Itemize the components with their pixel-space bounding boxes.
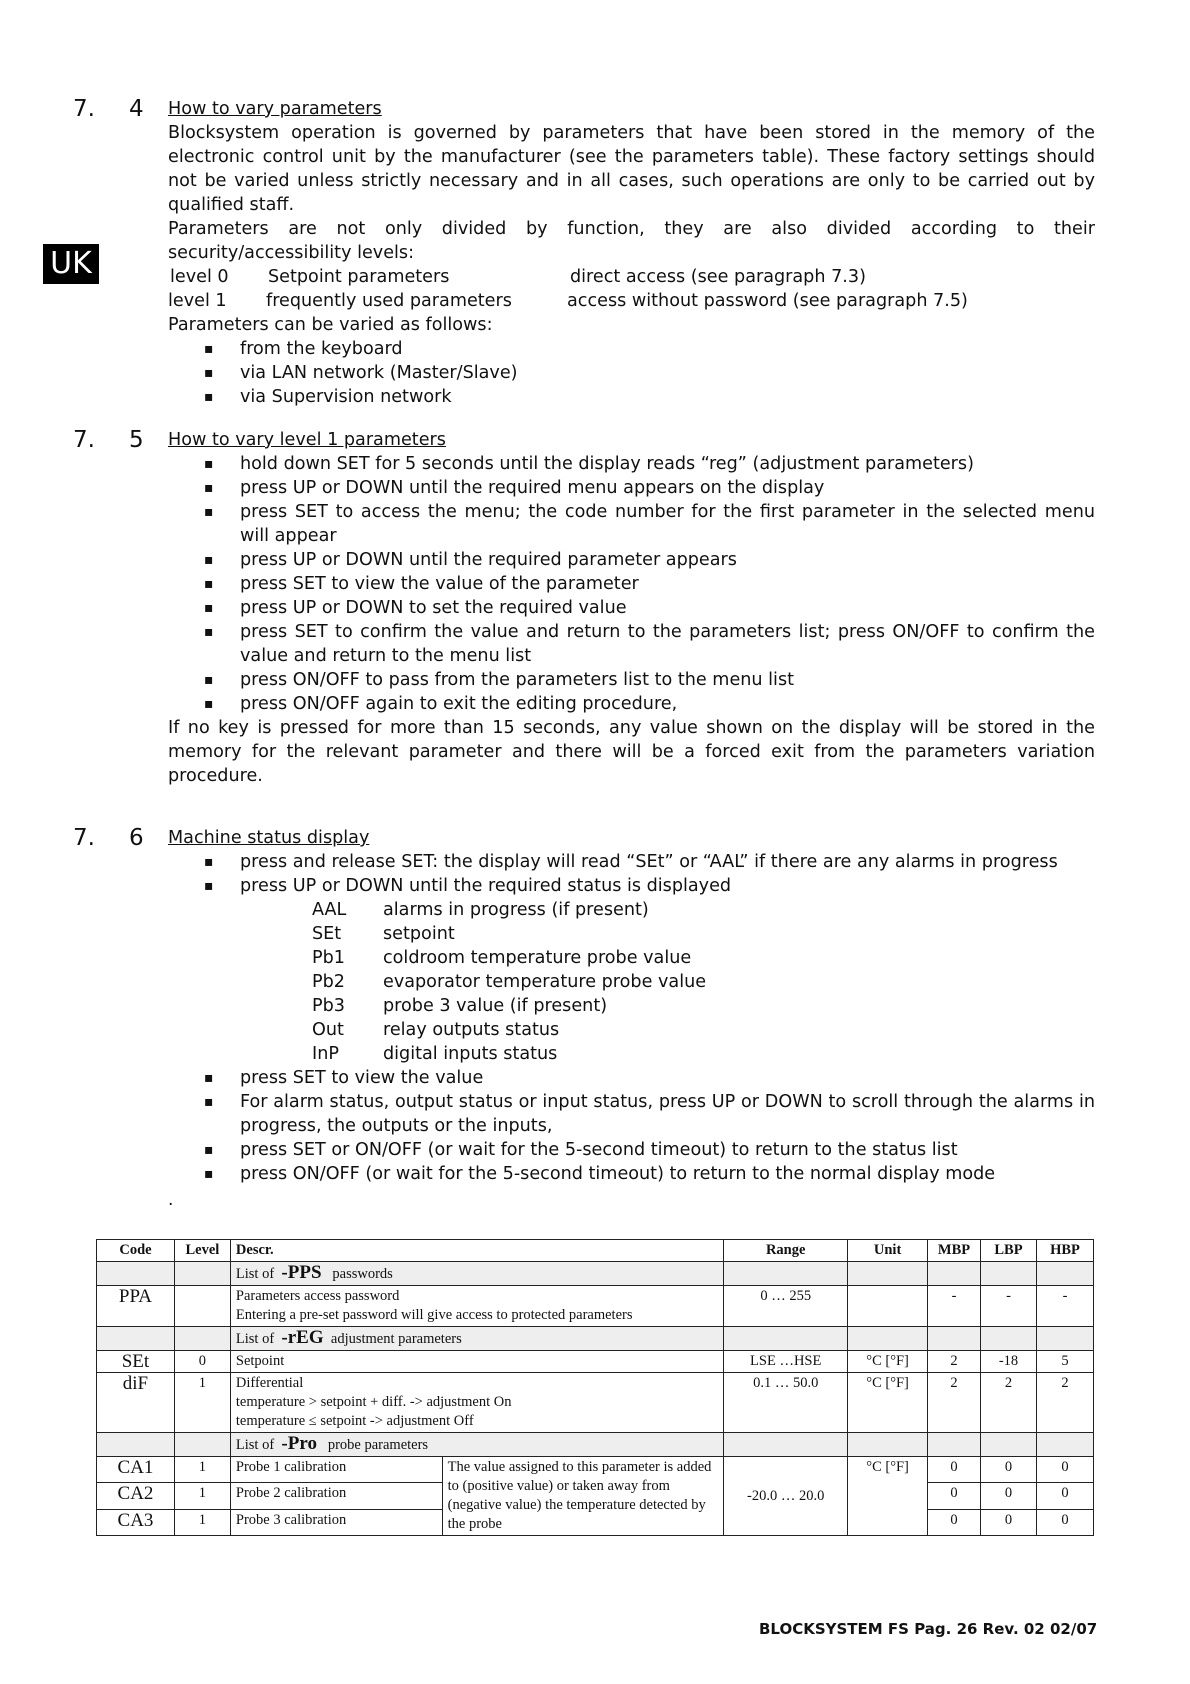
group-code: -Pro [281,1433,317,1454]
table-row [97,1286,1094,1327]
param-code: CA3 [97,1509,175,1535]
list-prefix: List of [235,1437,275,1453]
table-group-row [97,1327,1094,1351]
descr-line: Differential [235,1375,304,1391]
param-level: 0 [174,1351,230,1373]
level-label: level 0 [170,267,229,287]
section-7-6 [168,826,1095,1186]
paragraph: Blocksystem operation is governed by parameters that have been stored in the memory of the electronic control unit by the manufacturer (see the parameters table). These factory settings should not be varied unless strictly necessary and in all cases, such operations are only to be carried out by qualified staff. [168,123,1095,215]
header-mbp: MBP [928,1240,981,1262]
list-item: ▪ press ON/OFF again to exit the editing procedure, [168,692,1095,716]
section-7-4 [168,97,1095,409]
section-title: How to vary level 1 parameters [168,430,446,450]
level-access: access without password (see paragraph 7.5) [567,291,968,311]
param-descr [230,1373,723,1433]
param-unit: °C [°F] [848,1351,928,1373]
status-desc: probe 3 value (if present) [383,996,608,1016]
status-item [168,898,1095,922]
section-title: Machine status display [168,828,370,848]
list-item: ▪ via LAN network (Master/Slave) [168,361,1095,385]
param-lbp: 0 [981,1457,1037,1483]
param-range: 0 … 255 [724,1286,848,1327]
status-code: Pb2 [312,972,345,992]
bullet-list [168,850,1095,898]
list-item: ▪ via Supervision network [168,385,1095,409]
group-label [230,1262,723,1286]
status-code: AAL [312,900,347,920]
descr-line: Parameters access password [235,1288,400,1304]
list-item: ▪ press SET to confirm the value and return to the parameters list; press ON/OFF to confirm the value and return to the menu list [168,620,1095,668]
group-label [230,1433,723,1457]
status-item [168,1042,1095,1066]
section-number-major: 7. [73,427,95,453]
param-code: diF [97,1373,175,1433]
list-item: ▪ press ON/OFF (or wait for the 5-second timeout) to return to the normal display mode [168,1162,1095,1186]
section-title: How to vary parameters [168,99,382,119]
table-row [97,1351,1094,1373]
section-7-5 [168,428,1095,788]
list-item: ▪ press and release SET: the display will read “SEt” or “AAL” if there are any alarms in progress [168,850,1095,874]
language-tab: UK [43,244,99,284]
list-item: ▪ press UP or DOWN to set the required value [168,596,1095,620]
param-hbp: 0 [1036,1457,1093,1483]
param-mbp: 0 [928,1509,981,1535]
level-row [168,289,1095,313]
bullet-list [168,337,1095,409]
table-header-row [97,1240,1094,1262]
list-item: ▪ press SET or ON/OFF (or wait for the 5-second timeout) to return to the status list [168,1138,1095,1162]
level-name: Setpoint parameters [268,267,450,287]
descr-line: Entering a pre-set password will give access to protected parameters [235,1307,633,1323]
param-code: SEt [97,1351,175,1373]
header-hbp: HBP [1036,1240,1093,1262]
param-descr: Probe 3 calibration [230,1509,442,1535]
level-access: direct access (see paragraph 7.3) [570,267,866,287]
param-descr: Setpoint [230,1351,723,1373]
parameters-table [96,1239,1094,1536]
status-code: Pb1 [312,948,345,968]
list-item: ▪ from the keyboard [168,337,1095,361]
param-hbp: 0 [1036,1483,1093,1509]
list-item: ▪ press SET to view the value of the parameter [168,572,1095,596]
section-number-minor: 5 [129,427,144,453]
param-hbp: 0 [1036,1509,1093,1535]
level-name: frequently used parameters [266,291,512,311]
param-descr [230,1286,723,1327]
header-level: Level [174,1240,230,1262]
list-item: ▪ For alarm status, output status or input status, press UP or DOWN to scroll through the alarms in progress, the outputs or the inputs, [168,1090,1095,1138]
param-mbp: 2 [928,1351,981,1373]
paragraph: Parameters can be varied as follows: [168,315,493,335]
param-lbp: 0 [981,1483,1037,1509]
table-row [97,1457,1094,1483]
probe-note: The value assigned to this parameter is added to (positive value) or taken away from (negative value) the temperature detected by the probe [442,1457,724,1536]
param-code: CA1 [97,1457,175,1483]
param-mbp: 0 [928,1483,981,1509]
status-desc: evaporator temperature probe value [383,972,707,992]
header-lbp: LBP [981,1240,1037,1262]
page-footer: BLOCKSYSTEM FS Pag. 26 Rev. 02 02/07 [759,1620,1098,1638]
stray-dot: . [168,1190,174,1210]
status-desc: setpoint [383,924,455,944]
group-code: -rEG [281,1327,324,1348]
table-row [97,1373,1094,1433]
status-item [168,970,1095,994]
param-level: 1 [174,1373,230,1433]
paragraph: Parameters are not only divided by function, they are also divided according to their security/accessibility levels: [168,219,1095,263]
section-number-major: 7. [73,825,95,851]
header-unit: Unit [848,1240,928,1262]
list-item: ▪ press SET to view the value [168,1066,1095,1090]
group-name: adjustment parameters [330,1331,462,1347]
list-item: ▪ hold down SET for 5 seconds until the display reads “reg” (adjustment parameters) [168,452,1095,476]
param-hbp: 2 [1036,1373,1093,1433]
param-mbp: 0 [928,1457,981,1483]
param-hbp: 5 [1036,1351,1093,1373]
list-item: ▪ press ON/OFF to pass from the parameters list to the menu list [168,668,1095,692]
descr-line: temperature ≤ setpoint -> adjustment Off [235,1413,474,1429]
bullet-list [168,1066,1095,1186]
param-level: 1 [174,1483,230,1509]
group-name: passwords [332,1266,393,1282]
probe-unit: °C [°F] [848,1457,928,1536]
param-lbp: -18 [981,1351,1037,1373]
list-prefix: List of [235,1266,275,1282]
param-level: 1 [174,1509,230,1535]
bullet-list [168,452,1095,716]
probe-range: -20.0 … 20.0 [724,1457,848,1536]
paragraph: If no key is pressed for more than 15 seconds, any value shown on the display will be stored in the memory for the relevant parameter and there will be a forced exit from the parameters variation procedure. [168,718,1095,786]
param-mbp: - [928,1286,981,1327]
list-item: ▪ press SET to access the menu; the code number for the first parameter in the selected menu will appear [168,500,1095,548]
list-item: ▪ press UP or DOWN until the required menu appears on the display [168,476,1095,500]
param-range: 0.1 … 50.0 [724,1373,848,1433]
status-code: InP [312,1044,339,1064]
section-number-minor: 6 [129,825,144,851]
header-range: Range [724,1240,848,1262]
list-item: ▪ press UP or DOWN until the required parameter appears [168,548,1095,572]
status-item [168,1018,1095,1042]
descr-line: temperature > setpoint + diff. -> adjustment On [235,1394,512,1410]
param-unit: °C [°F] [848,1373,928,1433]
status-code: Pb3 [312,996,345,1016]
param-lbp: 0 [981,1509,1037,1535]
list-prefix: List of [235,1331,275,1347]
header-code: Code [97,1240,175,1262]
table-group-row [97,1262,1094,1286]
param-code: CA2 [97,1483,175,1509]
status-item [168,994,1095,1018]
status-item [168,946,1095,970]
status-code: SEt [312,924,342,944]
param-descr: Probe 2 calibration [230,1483,442,1509]
param-mbp: 2 [928,1373,981,1433]
param-code: PPA [97,1286,175,1327]
level-label: level 1 [168,291,227,311]
status-desc: alarms in progress (if present) [383,900,649,920]
section-number-major: 7. [73,96,95,122]
header-descr: Descr. [230,1240,723,1262]
status-desc: digital inputs status [383,1044,558,1064]
group-name: probe parameters [327,1437,429,1453]
param-lbp: 2 [981,1373,1037,1433]
status-list [168,898,1095,1066]
table-group-row [97,1433,1094,1457]
status-code: Out [312,1020,344,1040]
param-lbp: - [981,1286,1037,1327]
param-descr: Probe 1 calibration [230,1457,442,1483]
status-desc: coldroom temperature probe value [383,948,692,968]
param-range: LSE …HSE [724,1351,848,1373]
list-item: ▪ press UP or DOWN until the required status is displayed [168,874,1095,898]
param-level: 1 [174,1457,230,1483]
param-hbp: - [1036,1286,1093,1327]
status-desc: relay outputs status [383,1020,560,1040]
group-code: -PPS [281,1262,322,1283]
section-number-minor: 4 [129,96,144,122]
group-label [230,1327,723,1351]
status-item [168,922,1095,946]
level-row [168,265,1095,289]
